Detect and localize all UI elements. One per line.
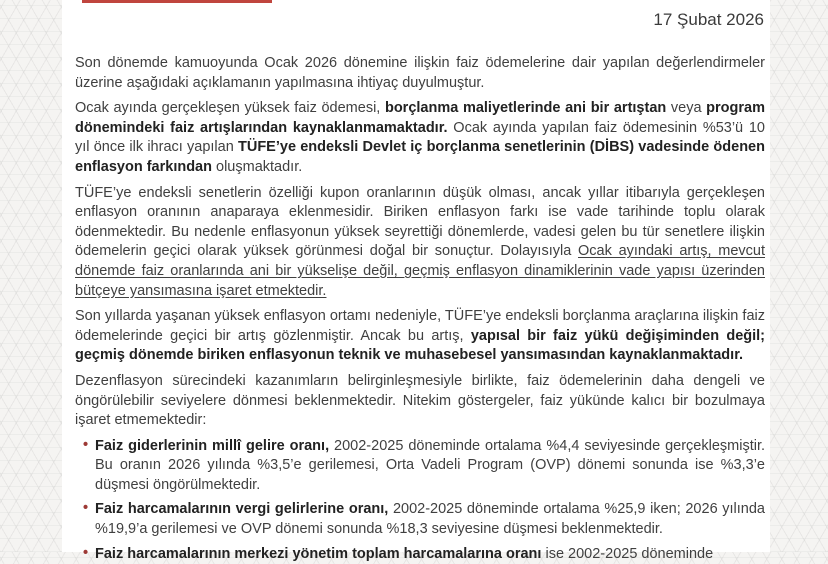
text-segment: Son dönemde kamuoyunda Ocak 2026 dönemine ilişkin faiz ödemelerine dair yapılan değerlendirmeler üzerine aşağıdaki açıklamanın yapılmasına ihtiyaç duyulmuştur. bbox=[75, 55, 765, 91]
text-segment: TÜFE’ye endeksli Devlet iç borçlanma senetlerinin (DİBS) vadesinde ödenen enflasyon farkından bbox=[75, 139, 765, 175]
text-segment: Faiz giderlerinin millî gelire oranı, bbox=[95, 437, 330, 454]
text-segment: yapısal bir faiz yükü değişiminden değil; geçmiş dönemde biriken enflasyonun teknik ve muhasebesel yansımasından kaynaklanmaktadır. bbox=[75, 327, 765, 364]
text-segment: ise 2002-2025 döneminde bbox=[541, 545, 714, 562]
bullet-item bbox=[75, 437, 765, 496]
text-segment: Son yıllarda yaşanan yüksek enflasyon ortamı nedeniyle, TÜFE’ye endeksli borçlanma araçlarına ilişkin faiz ödemelerinde geçici bir artış gözlenmiştir. Ancak bu artış, bbox=[75, 308, 765, 344]
bullet-dot-icon: • bbox=[83, 544, 89, 561]
text-segment: program dönemindeki faiz artışlarından kaynaklanmamaktadır. bbox=[75, 100, 765, 136]
text-segment: Ocak ayındaki artış, mevcut dönemde faiz oranlarında ani bir yükselişe değil, geçmiş enflasyon dinamiklerinin vade yapısı üzerinden bütçeye yansımasına işaret etmektedir. bbox=[75, 243, 766, 299]
text-segment: Ocak ayında gerçekleşen yüksek faiz ödemesi, bbox=[75, 100, 385, 117]
document-panel bbox=[62, 0, 770, 562]
bullet-item bbox=[75, 545, 765, 564]
text-segment: veya bbox=[666, 100, 707, 117]
paragraph bbox=[75, 307, 765, 366]
text-segment: 2002-2025 döneminde ortalama %4,4 seviyesinde gerçekleşmiştir. Bu oranın 2026 yılında %3,5’e gerilemesi, Orta Vadeli Program (OVP) dönemi sonunda ise %3,3’e düşmesi öngörülmektedir. bbox=[95, 437, 765, 493]
header-underline-rule bbox=[82, 0, 272, 3]
text-segment: Faiz harcamalarının merkezi yönetim toplam harcamalarına oranı bbox=[95, 545, 542, 562]
text-segment: Ocak ayında yapılan faiz ödemesinin %53’ü 10 yıl önce ilk ihracı yapılan bbox=[75, 119, 765, 156]
text-segment: 2002-2025 döneminde ortalama %25,9 iken; 2026 yılında %19,9’a gerilemesi ve OVP dönemi sonunda %18,3 seviyesine düşmesi beklenmektedir. bbox=[95, 501, 765, 538]
paragraph bbox=[75, 99, 765, 177]
document-date: 17 Şubat 2026 bbox=[653, 10, 764, 29]
paragraph bbox=[75, 54, 765, 93]
text-segment: oluşmaktadır. bbox=[211, 158, 303, 175]
bullet-item bbox=[75, 500, 765, 539]
text-segment: Faiz harcamalarının vergi gelirlerine oranı, bbox=[95, 501, 389, 518]
text-segment: TÜFE’ye endeksli senetlerin özelliği kupon oranlarının düşük olması, ancak yıllar itibarıyla gerçekleşen enflasyon oranının anaparaya eklenmesidir. Biriken enflasyon farkı ise vade tarihinde toplu olarak ödenmektedir. Bu nedenle enflasyonun yüksek seyrettiği dönemlerde, vadesi gelen bu tür senetlere ilişkin ödemelerin geçici olarak yüksek görünmesi doğal bir sonuçtur. Dolayısıyla bbox=[75, 184, 765, 260]
bullet-dot-icon: • bbox=[83, 436, 89, 453]
document-body bbox=[62, 54, 770, 564]
bullet-dot-icon: • bbox=[83, 500, 89, 517]
text-segment: Dezenflasyon sürecindeki kazanımların belirginleşmesiyle birlikte, faiz ödemelerinin daha dengeli ve öngörülebilir seviyelere dönmesi beklenmektedir. Nitekim göstergeler, faiz yükünde kalıcı bir bozulmaya işaret etmemektedir: bbox=[75, 372, 765, 429]
paragraph bbox=[75, 372, 765, 431]
paragraph bbox=[75, 184, 765, 302]
text-segment: borçlanma maliyetlerinde ani bir artıştan bbox=[384, 100, 667, 117]
